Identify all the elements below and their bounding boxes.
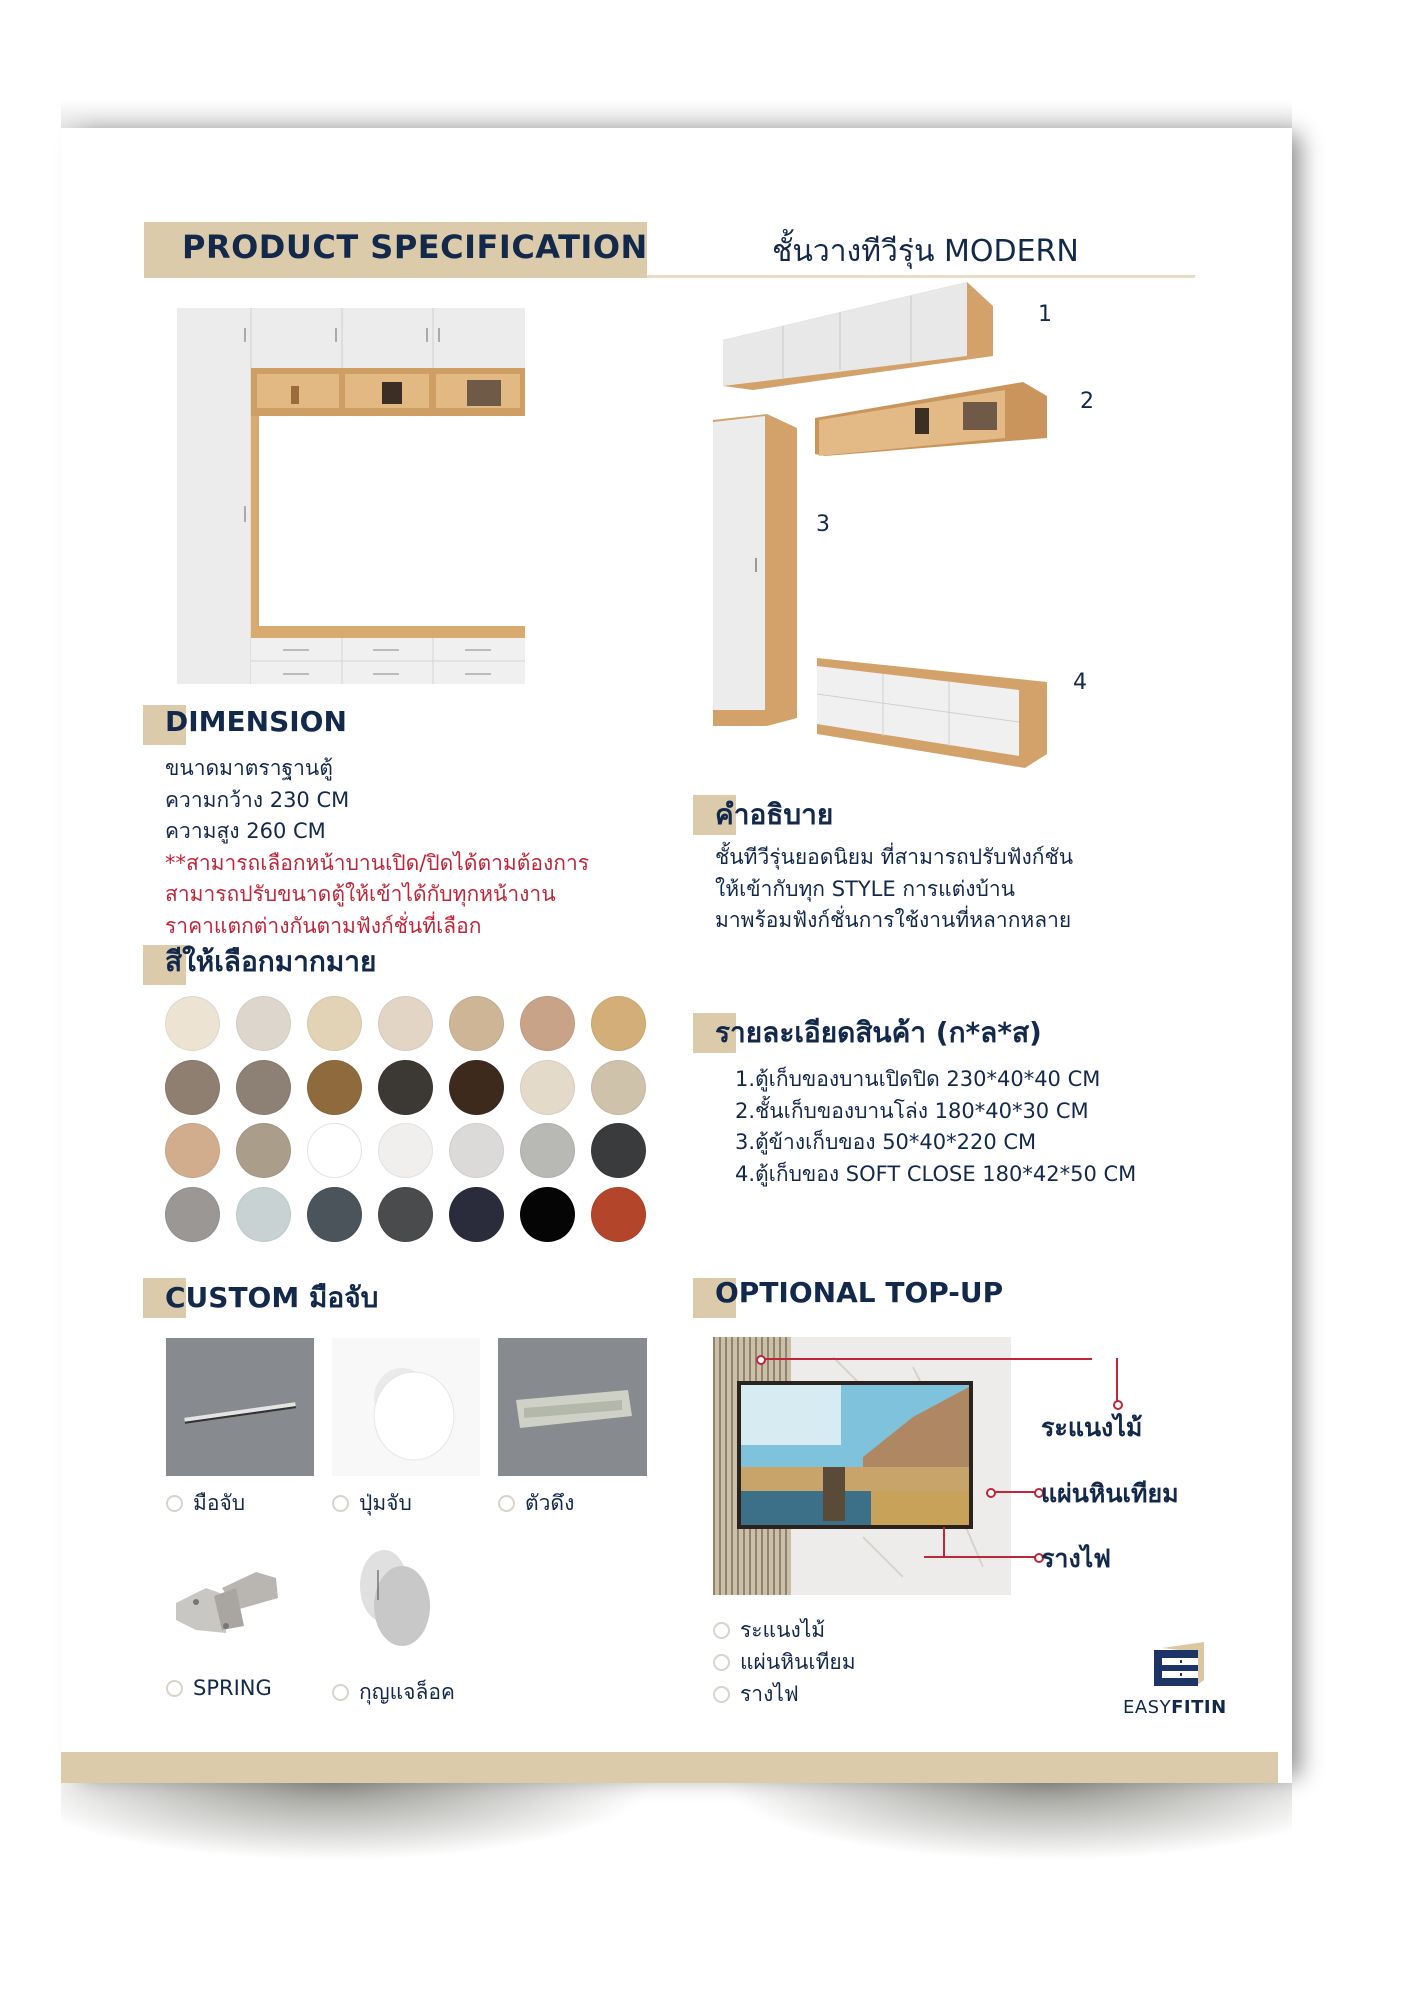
callout-light-track: รางไฟ [1041, 1544, 1111, 1573]
color-swatch[interactable] [520, 996, 575, 1051]
color-swatch[interactable] [236, 1187, 291, 1242]
color-swatch[interactable] [236, 996, 291, 1051]
radio-button[interactable] [498, 1495, 515, 1512]
option-label: ระแนงไม้ [740, 1618, 826, 1642]
color-swatch[interactable] [449, 996, 504, 1051]
color-swatch[interactable] [307, 1187, 362, 1242]
option-label: ปุ่มจับ [359, 1491, 412, 1515]
callout-dot [986, 1488, 996, 1498]
description-line: ให้เข้ากับทุก STYLE การแต่งบ้าน [715, 876, 1016, 901]
details-heading: รายละเอียดสินค้า (ก*ล*ส) [715, 1016, 1042, 1049]
radio-button[interactable] [713, 1622, 730, 1639]
color-swatch[interactable] [520, 1060, 575, 1115]
footer-band [61, 1752, 1278, 1783]
radio-button[interactable] [166, 1680, 183, 1697]
radio-button[interactable] [332, 1495, 349, 1512]
bar-handle-image [166, 1338, 314, 1476]
brand-name-bold: FITIN [1171, 1697, 1227, 1718]
color-swatch[interactable] [520, 1187, 575, 1242]
model-title: ชั้นวางทีวีรุ่น MODERN [772, 234, 1079, 269]
color-swatch[interactable] [236, 1123, 291, 1178]
option-artificial-stone[interactable] [713, 1646, 856, 1679]
custom-heading: CUSTOM มือจับ [165, 1281, 379, 1314]
dimension-note: **สามารถเลือกหน้าบานเปิด/ปิดได้ตามต้องการ [165, 850, 590, 875]
option-key-lock[interactable] [332, 1676, 455, 1709]
option-label: กุญแจล็อค [359, 1680, 455, 1704]
color-swatch[interactable] [378, 996, 433, 1051]
brand-name [1123, 1697, 1227, 1718]
radio-button[interactable] [166, 1495, 183, 1512]
colors-heading: สีให้เลือกมากมาย [165, 945, 377, 978]
part-number-1: 1 [1038, 302, 1052, 327]
color-swatch[interactable] [307, 1060, 362, 1115]
color-swatch[interactable] [449, 1060, 504, 1115]
page-title: PRODUCT SPECIFICATION [182, 228, 648, 266]
dimension-heading: DIMENSION [165, 705, 347, 738]
callout-line [990, 1491, 1040, 1493]
color-swatch[interactable] [165, 1060, 220, 1115]
brand-logo-icon [1152, 1642, 1210, 1688]
dimension-line: ขนาดมาตราฐานตู้ [165, 756, 333, 780]
part-number-3: 3 [816, 512, 830, 537]
option-knob[interactable] [332, 1487, 412, 1520]
callout-wood-slat: ระแนงไม้ [1041, 1413, 1143, 1442]
description-body [715, 842, 1073, 937]
color-swatch[interactable] [591, 996, 646, 1051]
color-swatch[interactable] [307, 996, 362, 1051]
dimension-line: ความสูง 260 CM [165, 819, 326, 843]
radio-button[interactable] [713, 1686, 730, 1703]
option-light-track[interactable] [713, 1678, 799, 1711]
exploded-tv-unit-image [705, 278, 1050, 768]
callout-line [943, 1527, 945, 1557]
color-swatch[interactable] [165, 1123, 220, 1178]
option-label: SPRING [193, 1676, 272, 1700]
optional-heading: OPTIONAL TOP-UP [715, 1276, 1004, 1309]
option-handle[interactable] [166, 1487, 245, 1520]
details-item: 4.ตู้เก็บของ SOFT CLOSE 180*42*50 CM [735, 1161, 1137, 1186]
dimension-note: สามารถปรับขนาดตู้ให้เข้าได้กับทุกหน้างาน [165, 882, 556, 906]
part-number-4: 4 [1073, 670, 1087, 695]
radio-button[interactable] [332, 1684, 349, 1701]
page-shadow-top [61, 100, 1292, 130]
details-item: 2.ชั้นเก็บของบานโล่ง 180*40*30 CM [735, 1098, 1089, 1123]
option-label: รางไฟ [740, 1682, 799, 1706]
page-shadow-bottom [61, 1783, 1292, 1893]
color-swatch[interactable] [378, 1187, 433, 1242]
color-swatch-grid [165, 996, 650, 1246]
radio-button[interactable] [713, 1654, 730, 1671]
option-pull[interactable] [498, 1487, 574, 1520]
details-item: 1.ตู้เก็บของบานเปิดปิด 230*40*40 CM [735, 1067, 1101, 1091]
assembled-tv-unit-image [175, 306, 527, 688]
color-swatch[interactable] [165, 1187, 220, 1242]
color-swatch[interactable] [449, 1123, 504, 1178]
description-heading: คำอธิบาย [715, 798, 834, 831]
description-line: ชั้นทีวีรุ่นยอดนิยม ที่สามารถปรับฟังก์ชัน [715, 845, 1074, 869]
callout-line [760, 1358, 1092, 1360]
option-label: มือจับ [193, 1491, 246, 1515]
color-swatch[interactable] [591, 1060, 646, 1115]
key-lock-image [332, 1540, 480, 1665]
callout-line [924, 1556, 1038, 1558]
color-swatch[interactable] [378, 1060, 433, 1115]
callout-line [1116, 1358, 1118, 1404]
callout-dot [756, 1355, 766, 1365]
color-swatch[interactable] [165, 996, 220, 1051]
dimension-specs [165, 753, 589, 942]
callout-artificial-stone: แผ่นหินเทียม [1041, 1479, 1179, 1508]
dimension-line: ความกว้าง 230 CM [165, 787, 350, 812]
color-swatch[interactable] [307, 1123, 362, 1178]
part-number-2: 2 [1080, 389, 1094, 414]
color-swatch[interactable] [236, 1060, 291, 1115]
color-swatch[interactable] [520, 1123, 575, 1178]
knob-image [332, 1338, 480, 1476]
option-label: แผ่นหินเทียม [740, 1650, 856, 1674]
details-item: 3.ตู้ข้างเก็บของ 50*40*220 CM [735, 1130, 1037, 1154]
color-swatch[interactable] [449, 1187, 504, 1242]
brand-name-light: EASY [1123, 1697, 1172, 1718]
pull-handle-image [498, 1338, 647, 1476]
option-label: ตัวดึง [525, 1491, 575, 1515]
color-swatch[interactable] [591, 1123, 646, 1178]
color-swatch[interactable] [378, 1123, 433, 1178]
details-list [735, 1064, 1136, 1190]
dimension-note: ราคาแตกต่างกันตามฟังก์ชั่นที่เลือก [165, 913, 482, 938]
color-swatch[interactable] [591, 1187, 646, 1242]
description-line: มาพร้อมฟังก์ชั่นการใช้งานที่หลากหลาย [715, 908, 1072, 932]
spring-hinge-image [166, 1548, 316, 1663]
option-wood-slat[interactable] [713, 1614, 825, 1647]
option-spring[interactable] [166, 1676, 272, 1700]
